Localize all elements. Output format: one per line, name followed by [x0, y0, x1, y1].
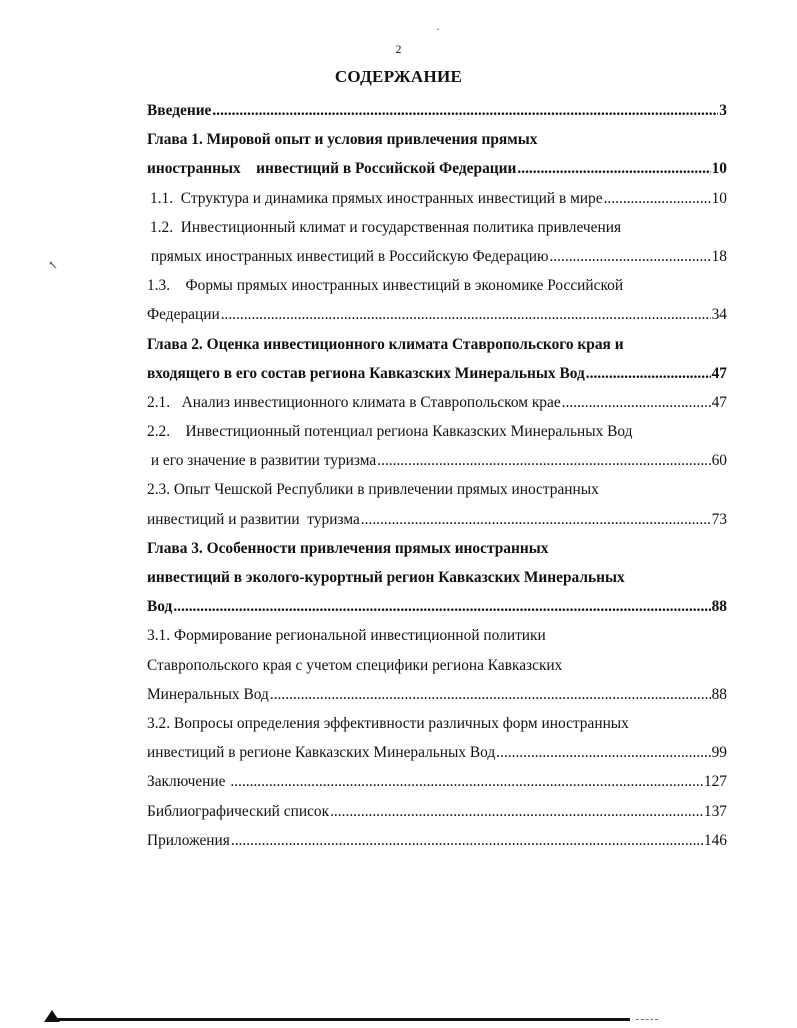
toc-section-1-3-line-1[interactable]: 1.3. Формы прямых иностранных инвестиций в экономике Российской: [147, 277, 624, 295]
toc-section-2-2-line-1[interactable]: 2.2. Инвестиционный потенциал региона Кавказских Минеральных Вод: [147, 423, 633, 441]
leader-dots: [173, 592, 710, 621]
toc-page-number: 18: [711, 247, 727, 265]
leader-dots: [230, 767, 703, 796]
toc-entry-text: инвестиций в регионе Кавказских Минеральных Вод: [147, 744, 496, 762]
toc-page-number: 73: [711, 510, 727, 528]
scan-mark: ↖: [48, 258, 59, 272]
toc-section-2-1[interactable]: [147, 388, 727, 417]
leader-dots: [330, 797, 703, 826]
toc-entry-bibliography[interactable]: [147, 797, 727, 826]
leader-dots: [586, 359, 711, 388]
leader-dots: [562, 388, 711, 417]
toc-section-2-3-line-2[interactable]: [147, 505, 727, 534]
toc-section-2-2-line-2[interactable]: [147, 446, 727, 475]
toc-page-number: 127: [703, 773, 727, 791]
toc-chapter-1-line-1[interactable]: Глава 1. Мировой опыт и условия привлечения прямых: [147, 131, 538, 149]
toc-chapter-2-line-1[interactable]: Глава 2. Оценка инвестиционного климата Ставропольского края и: [147, 335, 624, 353]
toc-entry-text: 1.1. Структура и динамика прямых иностранных инвестиций в мире: [150, 189, 603, 207]
toc-page-number: 34: [711, 306, 727, 324]
toc-page-number: 60: [711, 452, 727, 470]
toc-section-3-2-line-2[interactable]: [147, 738, 727, 767]
table-of-contents: [147, 96, 727, 855]
toc-entry-text: 2.1. Анализ инвестиционного климата в Ставропольском крае: [147, 393, 561, 411]
toc-chapter-3-line-2[interactable]: инвестиций в эколого-курортный регион Кавказских Минеральных: [147, 569, 625, 586]
leader-dots: [231, 826, 703, 855]
leader-dots: [212, 96, 718, 125]
toc-entry-intro[interactable]: [147, 96, 727, 125]
toc-section-1-1[interactable]: [147, 184, 727, 213]
bottom-scan-rule: [50, 1018, 630, 1021]
toc-entry-text: входящего в его состав региона Кавказских Минеральных Вод: [147, 364, 585, 382]
toc-entry-text: иностранных инвестиций в Российской Федерации: [147, 160, 517, 178]
toc-chapter-3-line-1[interactable]: Глава 3. Особенности привлечения прямых иностранных: [147, 539, 549, 557]
toc-page-number: 47: [711, 393, 727, 411]
toc-page-number: 88: [711, 685, 727, 703]
toc-section-3-1-line-1[interactable]: 3.1. Формирование региональной инвестиционной политики: [147, 627, 546, 645]
leader-dots: [517, 154, 710, 183]
toc-entry-conclusion[interactable]: [147, 767, 727, 796]
toc-entry-text: и его значение в развитии туризма: [147, 452, 377, 470]
toc-chapter-3-line-3[interactable]: [147, 592, 727, 621]
leader-dots: [270, 680, 711, 709]
toc-page-number: 137: [703, 802, 727, 820]
toc-section-2-3-line-1[interactable]: 2.3. Опыт Чешской Республики в привлечении прямых иностранных: [147, 481, 599, 499]
toc-page-number: 146: [703, 831, 727, 849]
toc-section-1-2-line-1[interactable]: 1.2. Инвестиционный климат и государственная политика привлечения: [150, 218, 622, 236]
scan-speck: ·: [436, 22, 440, 36]
toc-section-3-2-line-1[interactable]: 3.2. Вопросы определения эффективности различных форм иностранных: [147, 714, 629, 732]
toc-entry-text: Введение: [147, 102, 212, 119]
toc-entry-text: Заключение: [147, 773, 230, 791]
toc-entry-text: Приложения: [147, 831, 230, 849]
bottom-scan-dash: [636, 1019, 658, 1021]
toc-entry-text: Минеральных Вод: [147, 685, 269, 703]
toc-section-3-1-line-2[interactable]: Ставропольского края с учетом специфики региона Кавказских: [147, 656, 563, 674]
leader-dots: [221, 300, 711, 329]
page-title: СОДЕРЖАНИЕ: [334, 67, 463, 86]
toc-chapter-2-line-2[interactable]: [147, 359, 727, 388]
leader-dots: [604, 184, 711, 213]
toc-chapter-1-line-2[interactable]: [147, 154, 727, 183]
leader-dots: [496, 738, 710, 767]
toc-section-1-2-line-2[interactable]: [147, 242, 727, 271]
toc-section-1-3-line-2[interactable]: [147, 300, 727, 329]
toc-entry-text: прямых иностранных инвестиций в Российскую Федерацию: [147, 247, 549, 265]
toc-entry-text: инвестиций и развитии туризма: [147, 510, 360, 528]
toc-page-number: 10: [711, 160, 727, 178]
toc-entry-appendix[interactable]: [147, 826, 727, 855]
toc-page-number: 3: [719, 102, 727, 119]
toc-entry-text: Федерации: [147, 306, 220, 324]
leader-dots: [377, 446, 710, 475]
page-number: 2: [395, 42, 402, 56]
toc-section-3-1-line-3[interactable]: [147, 680, 727, 709]
leader-dots: [361, 505, 711, 534]
toc-page-number: 88: [711, 598, 727, 616]
toc-page-number: 99: [711, 744, 727, 762]
toc-page-number: 10: [711, 189, 727, 207]
toc-entry-text: Библиографический список: [147, 802, 330, 820]
toc-entry-text: Вод: [147, 598, 173, 616]
leader-dots: [549, 242, 710, 271]
toc-page-number: 47: [711, 364, 727, 382]
